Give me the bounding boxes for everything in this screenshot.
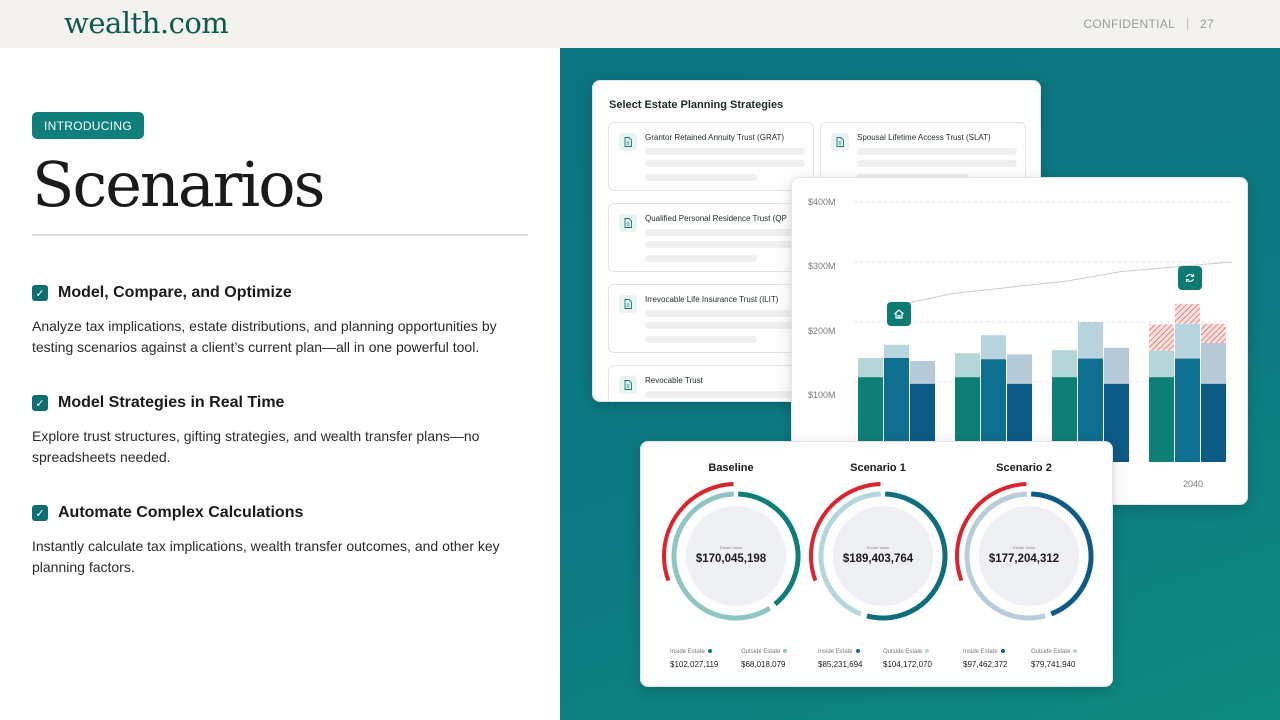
inside-estate-legend: Inside Estate [670,649,712,655]
legend-dot [925,649,929,653]
bar-outside-segment [981,335,1006,359]
bar-outside-segment [858,358,883,377]
placeholder-line [645,174,757,181]
strategy-option-qprt[interactable] [608,203,814,272]
introducing-badge: INTRODUCING [32,112,144,139]
scenario-title: Scenario 1 [850,462,906,474]
estate-value-label: Estate Value [866,545,890,550]
strategy-option-ilit[interactable] [608,284,814,353]
outside-estate-value: $104,172,070 [883,660,932,669]
inside-estate-legend: Inside Estate [963,649,1005,655]
strategy-label: Revocable Trust [645,376,703,385]
feature-calculations [32,504,528,578]
placeholder-line [645,336,757,343]
scenario-comparison-card [640,441,1113,687]
checkbox-icon: ✓ [32,395,48,411]
bar-inside-segment [1175,359,1200,462]
bar-outside-segment [1007,354,1032,383]
placeholder-line [645,255,757,262]
bar-outside-segment [1175,324,1200,359]
bar-tax-segment [1149,324,1174,350]
strategy-label: Grantor Retained Annuity Trust (GRAT) [645,133,785,142]
home-icon[interactable] [887,302,911,326]
bar-outside-segment [1078,322,1103,359]
document-icon [619,133,637,151]
inside-estate-value: $97,462,372 [963,660,1008,669]
placeholder-line [645,229,805,236]
confidential-label [1083,17,1214,31]
document-icon [831,133,849,151]
outside-estate-value: $68,018,079 [741,660,786,669]
y-tick-label: $300M [808,261,836,271]
estate-value: $189,403,764 [842,553,914,565]
feature-description: Explore trust structures, gifting strategies, and wealth transfer plans—no spreadsheets needed. [32,428,480,465]
strategies-heading: Select Estate Planning Strategies [609,99,784,111]
feature-description: Instantly calculate tax implications, wealth transfer outcomes, and other key planning factors. [32,538,500,575]
feature-title: Automate Complex Calculations [58,504,304,521]
placeholder-line [645,241,805,248]
placeholder-line [645,160,805,167]
x-tick-label: 2040 [1183,479,1204,489]
feature-description: Analyze tax implications, estate distributions, and planning opportunities by testing scenarios against a client’s current plan—all in one powerful tool. [32,318,497,355]
bar-outside-segment [1104,348,1129,384]
y-tick-label: $100M [808,390,836,400]
inside-estate-value: $85,231,694 [818,660,863,669]
inside-estate-legend: Inside Estate [818,649,860,655]
document-icon [619,376,637,394]
placeholder-line [645,322,805,329]
y-tick-label: $200M [808,326,836,336]
page-number: 27 [1200,17,1214,31]
divider [1187,18,1188,30]
legend-dot [783,649,787,653]
bar-inside-segment [1201,384,1226,462]
feature-model-compare [32,284,528,358]
placeholder-line [857,148,1017,155]
estate-value-label: Estate Value [719,545,743,550]
placeholder-line [645,391,805,398]
feature-title: Model, Compare, and Optimize [58,284,292,301]
document-icon [619,295,637,313]
refresh-icon[interactable] [1178,266,1202,290]
checkbox-icon: ✓ [32,285,48,301]
estate-value: $170,045,198 [695,553,767,565]
bar-outside-segment [884,345,909,358]
bar-outside-segment [1052,350,1077,377]
estate-value-label: Estate Value [1012,545,1036,550]
strategy-option-grat[interactable] [608,122,814,191]
bar-inside-segment [1149,377,1174,462]
confidential-text: CONFIDENTIAL [1083,17,1176,31]
estate-value: $177,204,312 [988,553,1060,565]
bar-outside-segment [1201,343,1226,384]
outside-estate-value: $79,741,940 [1031,660,1076,669]
bar-outside-segment [910,361,935,384]
bar-outside-segment [955,353,980,377]
product-showcase [560,48,1280,720]
placeholder-line [645,148,805,155]
legend-dot [708,649,712,653]
placeholder-line [857,160,1017,167]
feature-real-time [32,394,528,468]
placeholder-line [645,310,805,317]
feature-title: Model Strategies in Real Time [58,394,285,411]
strategy-label: Irrevocable Life Insurance Trust (ILIT) [645,295,779,304]
legend-dot [856,649,860,653]
y-tick-label: $400M [808,197,836,207]
outside-estate-legend: Outside Estate [1031,649,1077,655]
bar-tax-segment [1175,304,1200,324]
strategy-label: Qualified Personal Residence Trust (QP [645,214,787,223]
checkbox-icon: ✓ [32,505,48,521]
legend-dot [1073,649,1077,653]
outside-estate-legend: Outside Estate [741,649,787,655]
top-bar [0,0,1280,48]
wealth-logo: wealth.com [64,6,229,40]
page-title: Scenarios [32,148,324,221]
scenario-title: Scenario 2 [996,462,1052,474]
legend-dot [1001,649,1005,653]
strategy-label: Spousal Lifetime Access Trust (SLAT) [857,133,991,142]
bar-tax-segment [1201,324,1226,343]
document-icon [619,214,637,232]
title-divider [32,234,528,236]
strategy-option-revocable[interactable] [608,365,814,402]
scenario-title: Baseline [708,462,754,474]
bar-outside-segment [1149,351,1174,377]
outside-estate-legend: Outside Estate [883,649,929,655]
inside-estate-value: $102,027,119 [670,660,719,669]
